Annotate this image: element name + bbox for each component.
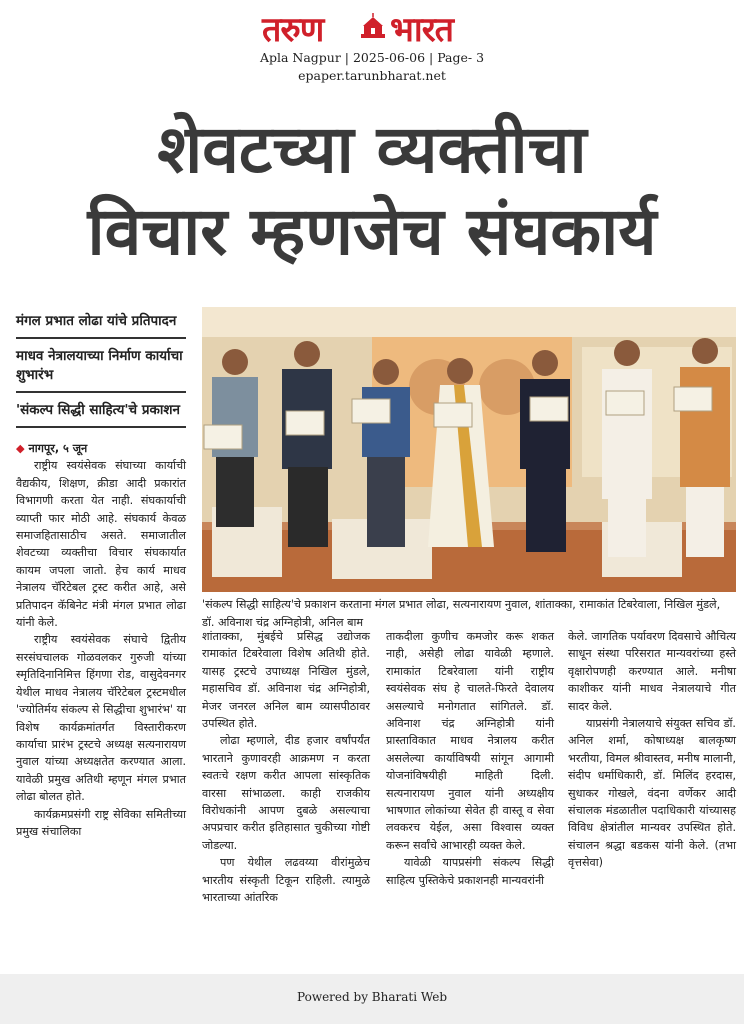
temple-emblem-icon <box>358 12 388 42</box>
highlight-3: 'संकल्प सिद्धी साहित्य'चे प्रकाशन <box>16 399 186 428</box>
masthead <box>0 0 744 92</box>
article-column-2 <box>202 628 370 907</box>
edition-line: Apla Nagpur | 2025-06-06 | Page- 3 <box>259 50 485 65</box>
site-url[interactable]: epaper.tarunbharat.net <box>298 68 446 83</box>
paragraph: यावेळी यापप्रसंगी संकल्प सिद्धी साहित्य पुस्तिकेचे प्रकाशनही मान्यवरांनी <box>386 856 554 887</box>
article-column-3 <box>386 628 554 889</box>
headline-line-2: विचार म्हणजेच संघकार्य <box>87 193 657 270</box>
paragraph: राष्ट्रीय स्वयंसेवक संघाचे द्वितीय सरसंघचालक गोळवलकर गुरुजी यांच्या स्मृतिदिनानिमित्त हिंगणा रोड, वासुदेवनगर येथील माधव नेत्रालय चॅरिटेबल ट्रस्टमधील 'ज्योतिर्मय संकल्प से सिद्धीचा शुभारंभ' या विशेष कार्यक्रमांतर्गत विस्तारीकरण कार्याचा प्रारंभ ट्रस्टचे अध्यक्ष सत्यनारायण नुवाल यांच्या अध्यक्षतेत करण्यात आला. यावेळी प्रमुख अतिथी म्हणून मंगल प्रभात लोढा बोलत होते. <box>16 633 186 804</box>
highlights-box <box>16 310 186 434</box>
paragraph: कार्यक्रमप्रसंगी राष्ट्र सेविका समितीच्या प्रमुख संचालिका <box>16 807 186 838</box>
headline-line-1: शेवटच्या व्यक्तीचा <box>157 111 587 188</box>
paragraph: याप्रसंगी नेत्रालयाचे संयुक्त सचिव डॉ. अनिल शर्मा, कोषाध्यक्ष बालकृष्ण भरतीया, विमल श्रीवास्तव, मनीष मालानी, संदीप धर्माधिकारी, डॉ. मिलिंद हरदास, सुधाकर गोखले, वंदना वर्णेकर आदी संचालक मंडळातील पदाधिकारी यांच्यासह विविध क्षेत्रांतील मान्यवर उपस्थित होते. संचालन श्रद्धा बडकस यांनी केले. (तभा वृत्तसेवा) <box>568 717 736 870</box>
event-photo[interactable] <box>202 307 736 592</box>
highlight-1: मंगल प्रभात लोढा यांचे प्रतिपादन <box>16 310 186 339</box>
dateline-text: नागपूर, ५ जून <box>28 442 88 455</box>
paragraph: शांताक्का, मुंबईचे प्रसिद्ध उद्योजक रामाकांत टिबरेवाला विशेष अतिथी होते. यासह ट्रस्टचे उपाध्यक्ष निखिल मुंडले, महासचिव डॉ. अविनाश चंद्र अग्निहोत्री, मेजर जनरल अनिल बाम व्यासपीठावर उपस्थित होते. <box>202 630 370 731</box>
article-headline <box>20 110 724 274</box>
highlight-2: माधव नेत्रालयाच्या निर्माण कार्याचा शुभारंभ <box>16 345 186 393</box>
dateline <box>16 440 186 457</box>
logo-text-left: तरुण <box>262 10 324 50</box>
diamond-bullet-icon: ◆ <box>16 442 25 455</box>
article-column-1 <box>16 440 186 840</box>
article-column-4 <box>568 628 736 872</box>
paragraph: पण येथील लढवय्या वीरांमुळेच भारतीय संस्कृती टिकून राहिली. त्यामुळे भारताच्या आंतरिक <box>202 856 370 905</box>
paragraph: लोढा म्हणाले, दीड हजार वर्षांपर्यंत भारताने कुणावरही आक्रमण न करता स्वतःचे रक्षण करीत आपला सांस्कृतिक वारसा सांभाळला. काही राजकीय विरोधकांनी आपण दुबळे असल्याचा अपप्रचार करीत इतिहासात चुकीच्या गोष्टी जोडल्या. <box>202 734 370 852</box>
logo-text-right: भारत <box>390 10 453 50</box>
paragraph: ताकदीला कुणीच कमजोर करू शकत नाही, असेही लोढा यावेळी म्हणाले. रामाकांत टिबरेवाला यांनी राष्ट्रीय स्वयंसेवक संघ हे चालते-फिरते देवालय असल्याचे मनोगतात सांगितले. डॉ. अविनाश चंद्र अग्निहोत्री यांनी प्रास्ताविकात माधव नेत्रालय करीत असलेल्या कार्याविषयी सांगून आगामी योजनांविषयीही माहिती दिली. सत्यनारायण नुवाल यांनी अध्यक्षीय भाषणात लोकांच्या सेवेत ही वास्तू व सेवा लवकरच येईल, असा विश्वास व्यक्त करून सर्वांचे आभारही व्यक्त केले. <box>386 630 554 852</box>
photo-caption: 'संकल्प सिद्धी साहित्य'चे प्रकाशन करताना मंगल प्रभात लोढा, सत्यनारायण नुवाल, शांताक्का, रामाकांत टिबरेवाला, निखिल मुंडले, डॉ. अविनाश चंद्र अग्निहोत्री, अनिल बाम <box>202 598 721 629</box>
paragraph: केले. जागतिक पर्यावरण दिवसाचे औचित्य साधून संस्था परिसरात मान्यवरांच्या हस्ते वृक्षारोपणही करण्यात आले. मनीषा काशीकर यांनी माधव नेत्रालयाचे गीत सादर केले. <box>568 630 736 713</box>
footer <box>0 974 744 1024</box>
event-photo-illustration <box>202 307 736 592</box>
newspaper-logo[interactable] <box>262 8 484 52</box>
paragraph: राष्ट्रीय स्वयंसेवक संघाच्या कार्याची वैद्यकीय, शिक्षण, क्रीडा आदी प्रकारांत विभागणी करता येत नाही. संघकार्याची व्याप्ती फार मोठी आहे. संघकार्य केवळ समाजहितासाठीच असते. समाजातील शेवटच्या व्यक्तीचा विचार संघकार्यात कायम जपला जातो. हेच कार्य माधव नेत्रालय चॅरिटेबल ट्रस्ट करीत आहे, असे प्रतिपादन कॅबिनेट मंत्री मंगल प्रभात लोढा यांनी केले. <box>16 459 186 630</box>
powered-by-link[interactable]: Powered by Bharati Web <box>297 990 447 1004</box>
